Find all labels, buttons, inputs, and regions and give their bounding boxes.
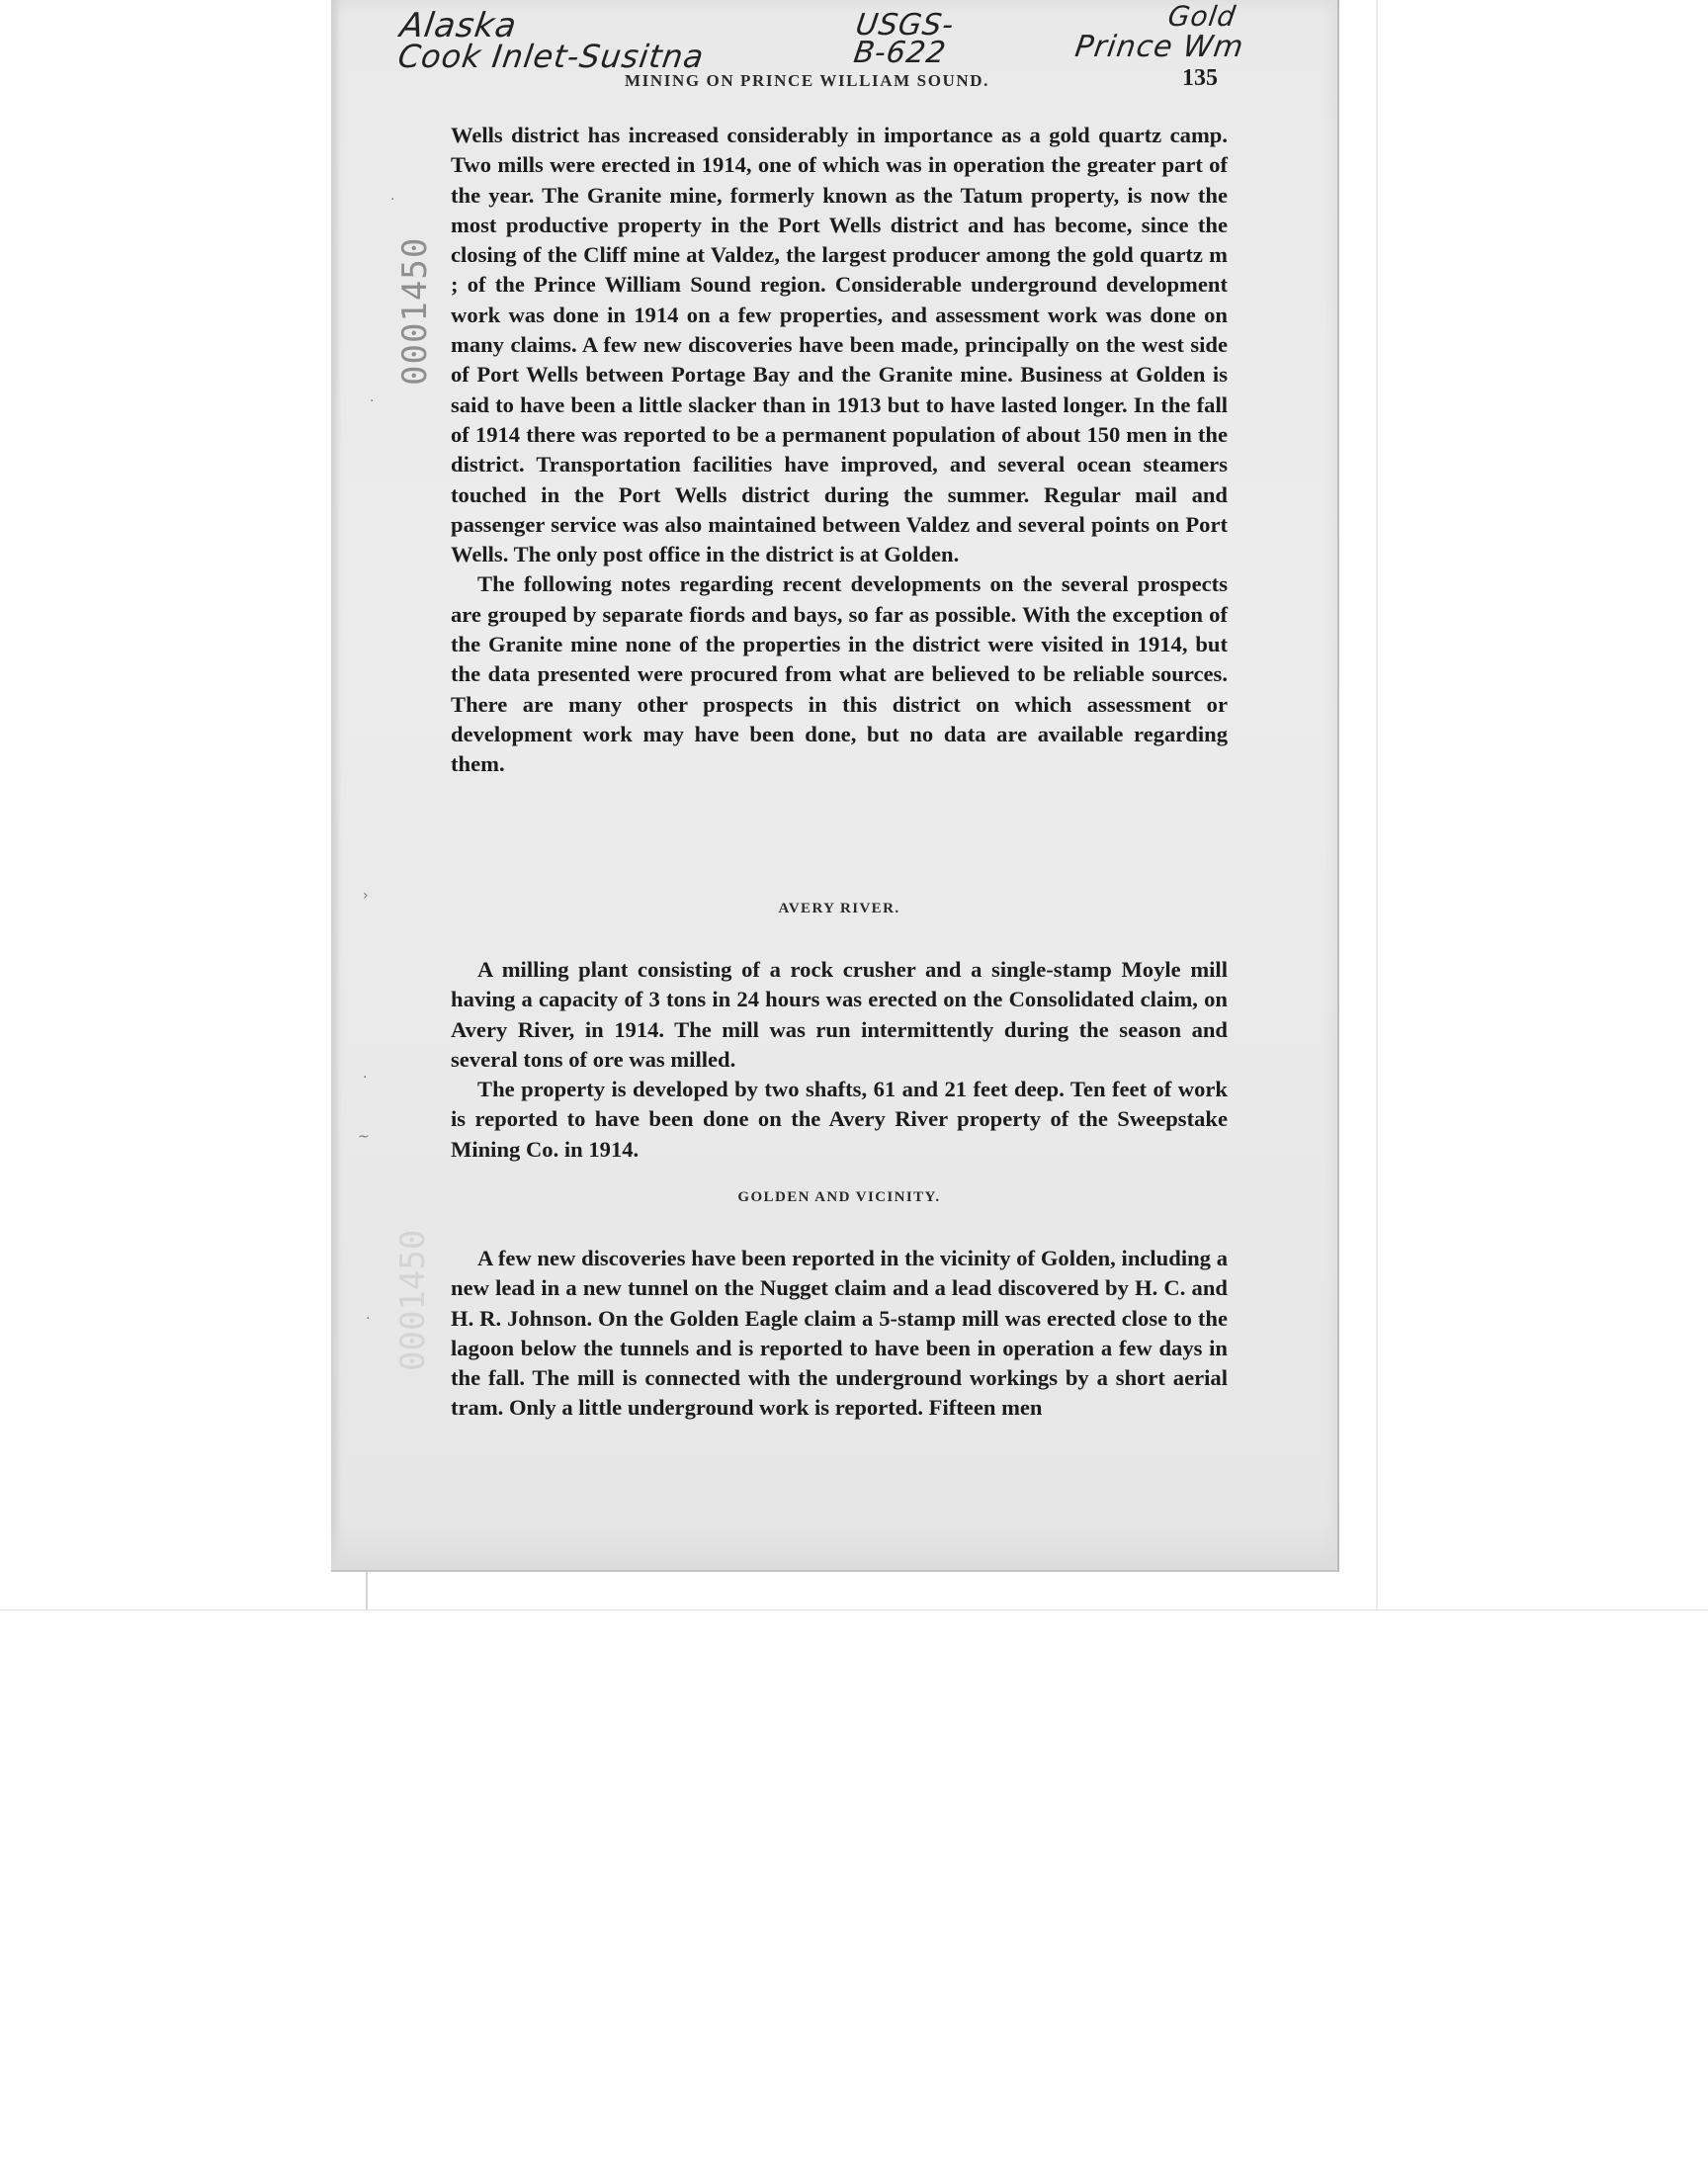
paragraph: A few new discoveries have been reported in the vicinity of Golden, including a new lead in a new tunnel on the Nugget claim and a lead discovered by H. C. and H. R. Johnson. On the Golden Eagle claim a 5-stamp mill was erected close to the lagoon below the tunnels and is reported to have been in operation a few days in the fall. The mill is connected with the underground workings by a short aerial tram. Only a little underground work is reported. Fifteen men: [451, 1246, 1228, 1421]
page-shadow-edge: [331, 0, 341, 1570]
body-text-avery-river: [451, 955, 1228, 1165]
section-heading-avery-river: AVERY RIVER.: [778, 901, 900, 916]
handwritten-note-state: Alaska: [397, 6, 520, 45]
scan-frame-line-left: [366, 1570, 368, 1610]
archive-stamp-faint: 0001450: [393, 1229, 433, 1371]
handwritten-note-commodity: Gold: [1165, 0, 1238, 33]
paragraph: The following notes regarding recent developments on the several prospects are grouped by separate fiords and bays, so far as possible. With the exception of the Granite mine none of the properties in the district were visited in 1914, but the data presented were procured from what are believed to be reliable sources. There are many other prospects in this district on which assessment or development work may have been done, but no data are available regarding them.: [451, 571, 1228, 777]
handwritten-note-region: Cook Inlet-Susitna: [395, 38, 707, 75]
handwritten-note-bulletin: B-622: [851, 36, 949, 70]
scan-frame-line-right: [1376, 0, 1378, 1610]
body-text-golden: [451, 1244, 1228, 1424]
margin-mark: ·: [370, 393, 375, 409]
paragraph: Wells district has increased considerably in importance as a gold quartz camp. Two mills were erected in 1914, one of which was in operation the greater part of the year. The Granite mine, formerly known as the Tatum property, is now the most productive property in the Port Wells district and has become, since the closing of the Cliff mine at Valdez, the largest producer among the gold quartz m ; of the Prince William Sound region. Considerable underground development work was done in 1914 on a few properties, and assessment work was done on many claims. A few new discoveries have been made, principally on the west side of Port Wells between Portage Bay and the Granite mine. Business at Golden is said to have been a little slacker than in 1913 but to have lasted longer. In the fall of 1914 there was reported to be a permanent population of about 150 men in the district. Transportation facilities have improved, and several ocean steamers touched in the Port Wells district during the summer. Regular mail and passenger service was also maintained between Valdez and several points on Port Wells. The only post office in the district is at Golden.: [451, 123, 1228, 567]
section-heading-golden: GOLDEN AND VICINITY.: [737, 1189, 941, 1205]
running-head: MINING ON PRINCE WILLIAM SOUND.: [625, 71, 990, 90]
margin-mark: ·: [363, 1070, 368, 1086]
paragraph: The property is developed by two shafts, 61 and 21 feet deep. Ten feet of work is reported to have been done on the Avery River property of the Sweepstake Mining Co. in 1914.: [451, 1077, 1228, 1162]
archive-stamp-number: 0001450: [395, 236, 435, 387]
paragraph: A milling plant consisting of a rock crusher and a single-stamp Moyle mill having a capacity of 3 tons in 24 hours was erected on the Consolidated claim, on Avery River, in 1914. The mill was run intermittently during the season and several tons of ore was milled.: [451, 957, 1228, 1072]
page-number: 135: [1182, 65, 1218, 91]
body-text-intro: [451, 121, 1228, 780]
handwritten-note-area: Prince Wm: [1072, 30, 1246, 64]
margin-mark: ~: [358, 1129, 370, 1145]
margin-mark: ›: [363, 888, 369, 904]
page-bottom-shade: [331, 1522, 1337, 1570]
margin-mark: ·: [366, 1311, 371, 1327]
handwritten-note-source: USGS-: [853, 8, 957, 43]
margin-mark: ·: [390, 192, 395, 208]
